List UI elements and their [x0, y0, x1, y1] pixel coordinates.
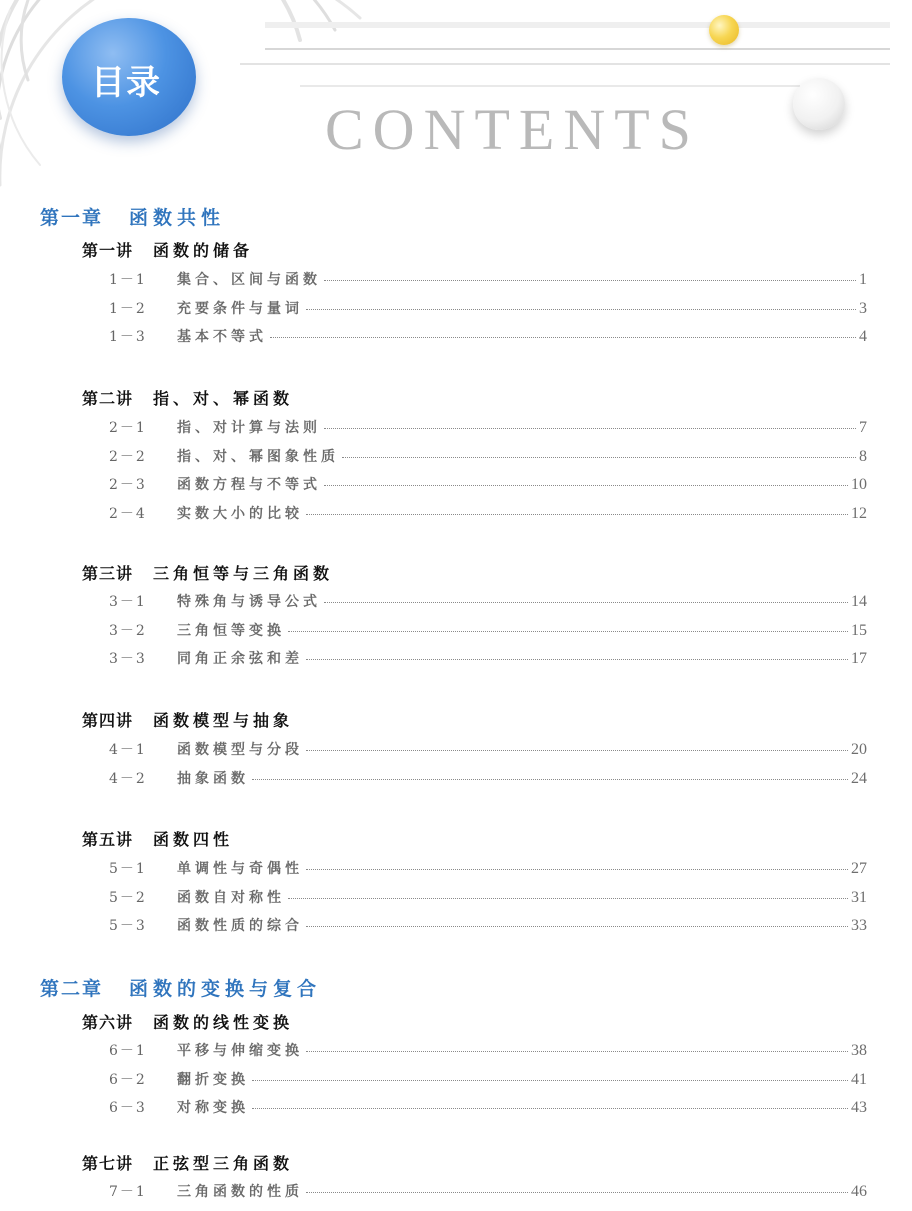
lecture-label: 第一讲	[82, 241, 134, 260]
lecture-label: 第七讲	[82, 1154, 134, 1173]
toc-entry[interactable]	[109, 1097, 867, 1117]
entry-page: 4	[859, 328, 867, 345]
dot-leader	[306, 1192, 848, 1193]
dot-leader	[324, 485, 848, 486]
dot-leader	[342, 457, 856, 458]
entry-number: 5－1	[109, 861, 147, 877]
entry-number: 1－2	[109, 301, 147, 317]
entry-title: 抽象函数	[177, 771, 249, 787]
dot-leader	[306, 750, 848, 751]
entry-page: 38	[851, 1042, 867, 1059]
lecture-heading[interactable]	[82, 1010, 293, 1033]
entry-page: 27	[851, 860, 867, 877]
entry-title: 实数大小的比较	[177, 506, 303, 522]
entry-number: 6－1	[109, 1043, 147, 1059]
lecture-heading[interactable]	[82, 386, 293, 409]
dot-leader	[288, 631, 848, 632]
entry-number: 3－2	[109, 623, 147, 639]
chapter-title: 函数的变换与复合	[129, 978, 322, 1000]
entry-title: 单调性与奇偶性	[177, 861, 303, 877]
entry-number: 2－4	[109, 506, 147, 522]
lecture-label: 第三讲	[82, 564, 134, 583]
entry-title: 函数自对称性	[177, 890, 285, 906]
toc-entry[interactable]	[109, 887, 867, 907]
toc-entry[interactable]	[109, 858, 867, 878]
entry-number: 5－2	[109, 890, 147, 906]
entry-page: 1	[859, 271, 867, 288]
lecture-title: 函数四性	[153, 830, 234, 849]
lecture-heading[interactable]	[82, 708, 293, 731]
entry-number: 2－1	[109, 420, 147, 436]
lecture-title: 函数模型与抽象	[153, 711, 294, 730]
lecture-heading[interactable]	[82, 238, 253, 261]
entry-page: 7	[859, 419, 867, 436]
entry-page: 31	[851, 889, 867, 906]
entry-title: 函数模型与分段	[177, 742, 303, 758]
dot-leader	[252, 1108, 848, 1109]
entry-number: 5－3	[109, 918, 147, 934]
entry-number: 7－1	[109, 1184, 147, 1200]
dot-leader	[306, 514, 848, 515]
entry-number: 4－2	[109, 771, 147, 787]
entry-page: 17	[851, 650, 867, 667]
dot-leader	[288, 898, 848, 899]
entry-title: 充要条件与量词	[177, 301, 303, 317]
entry-number: 6－2	[109, 1072, 147, 1088]
dot-leader	[324, 602, 848, 603]
chapter-label: 第二章	[40, 978, 104, 1000]
toc-entry[interactable]	[109, 591, 867, 611]
toc-entry[interactable]	[109, 648, 867, 668]
entry-page: 33	[851, 917, 867, 934]
yellow-ball-ornament	[709, 15, 739, 45]
badge-label: 目录	[91, 62, 161, 103]
entry-number: 2－3	[109, 477, 147, 493]
entry-title: 翻折变换	[177, 1072, 249, 1088]
dot-leader	[252, 779, 848, 780]
lecture-title: 三角恒等与三角函数	[153, 564, 334, 583]
toc-entry[interactable]	[109, 269, 867, 289]
toc-entry[interactable]	[109, 1181, 867, 1201]
toc-entry[interactable]	[109, 768, 867, 788]
dot-leader	[324, 428, 856, 429]
entry-title: 指、对计算与法则	[177, 420, 321, 436]
entry-title: 集合、区间与函数	[177, 272, 321, 288]
toc-entry[interactable]	[109, 474, 867, 494]
toc-entry[interactable]	[109, 417, 867, 437]
dot-leader	[306, 1051, 848, 1052]
dot-leader	[324, 280, 856, 281]
entry-page: 24	[851, 770, 867, 787]
entry-page: 46	[851, 1183, 867, 1200]
toc-entry[interactable]	[109, 620, 867, 640]
lecture-label: 第二讲	[82, 389, 134, 408]
chapter-label: 第一章	[40, 207, 104, 229]
entry-title: 指、对、幂图象性质	[177, 449, 339, 465]
lecture-title: 正弦型三角函数	[153, 1154, 294, 1173]
white-ball-ornament	[793, 78, 845, 130]
dot-leader	[252, 1080, 848, 1081]
entry-number: 6－3	[109, 1100, 147, 1116]
entry-title: 函数性质的综合	[177, 918, 303, 934]
entry-number: 4－1	[109, 742, 147, 758]
toc-entry[interactable]	[109, 1040, 867, 1060]
toc-entry[interactable]	[109, 326, 867, 346]
lecture-title: 函数的储备	[153, 241, 254, 260]
toc-entry[interactable]	[109, 739, 867, 759]
chapter-heading[interactable]	[40, 203, 225, 230]
lecture-title: 函数的线性变换	[153, 1013, 294, 1032]
entry-number: 3－3	[109, 651, 147, 667]
entry-number: 3－1	[109, 594, 147, 610]
entry-page: 43	[851, 1099, 867, 1116]
entry-number: 1－3	[109, 329, 147, 345]
entry-page: 20	[851, 741, 867, 758]
entry-number: 2－2	[109, 449, 147, 465]
entry-page: 3	[859, 300, 867, 317]
lecture-label: 第五讲	[82, 830, 134, 849]
entry-page: 41	[851, 1071, 867, 1088]
dot-leader	[306, 869, 848, 870]
contents-title: CONTENTS	[325, 97, 700, 162]
entry-page: 12	[851, 505, 867, 522]
entry-number: 1－1	[109, 272, 147, 288]
dot-leader	[306, 926, 848, 927]
dot-leader	[270, 337, 856, 338]
entry-page: 14	[851, 593, 867, 610]
toc-badge	[62, 18, 196, 136]
toc-entry[interactable]	[109, 446, 867, 466]
lecture-heading[interactable]	[82, 561, 333, 584]
entry-title: 特殊角与诱导公式	[177, 594, 321, 610]
lecture-label: 第四讲	[82, 711, 134, 730]
entry-title: 对称变换	[177, 1100, 249, 1116]
toc-entry[interactable]	[109, 915, 867, 935]
lecture-heading[interactable]	[82, 827, 233, 850]
toc-entry[interactable]	[109, 503, 867, 523]
chapter-title: 函数共性	[129, 207, 226, 229]
entry-title: 三角函数的性质	[177, 1184, 303, 1200]
lecture-heading[interactable]	[82, 1151, 293, 1174]
entry-title: 三角恒等变换	[177, 623, 285, 639]
entry-page: 10	[851, 476, 867, 493]
entry-page: 15	[851, 622, 867, 639]
entry-title: 同角正余弦和差	[177, 651, 303, 667]
lecture-label: 第六讲	[82, 1013, 134, 1032]
entry-title: 平移与伸缩变换	[177, 1043, 303, 1059]
chapter-heading[interactable]	[40, 974, 321, 1001]
dot-leader	[306, 309, 856, 310]
toc-entry[interactable]	[109, 1069, 867, 1089]
lecture-title: 指、对、幂函数	[153, 389, 294, 408]
entry-page: 8	[859, 448, 867, 465]
entry-title: 基本不等式	[177, 329, 267, 345]
toc-entry[interactable]	[109, 298, 867, 318]
entry-title: 函数方程与不等式	[177, 477, 321, 493]
dot-leader	[306, 659, 848, 660]
